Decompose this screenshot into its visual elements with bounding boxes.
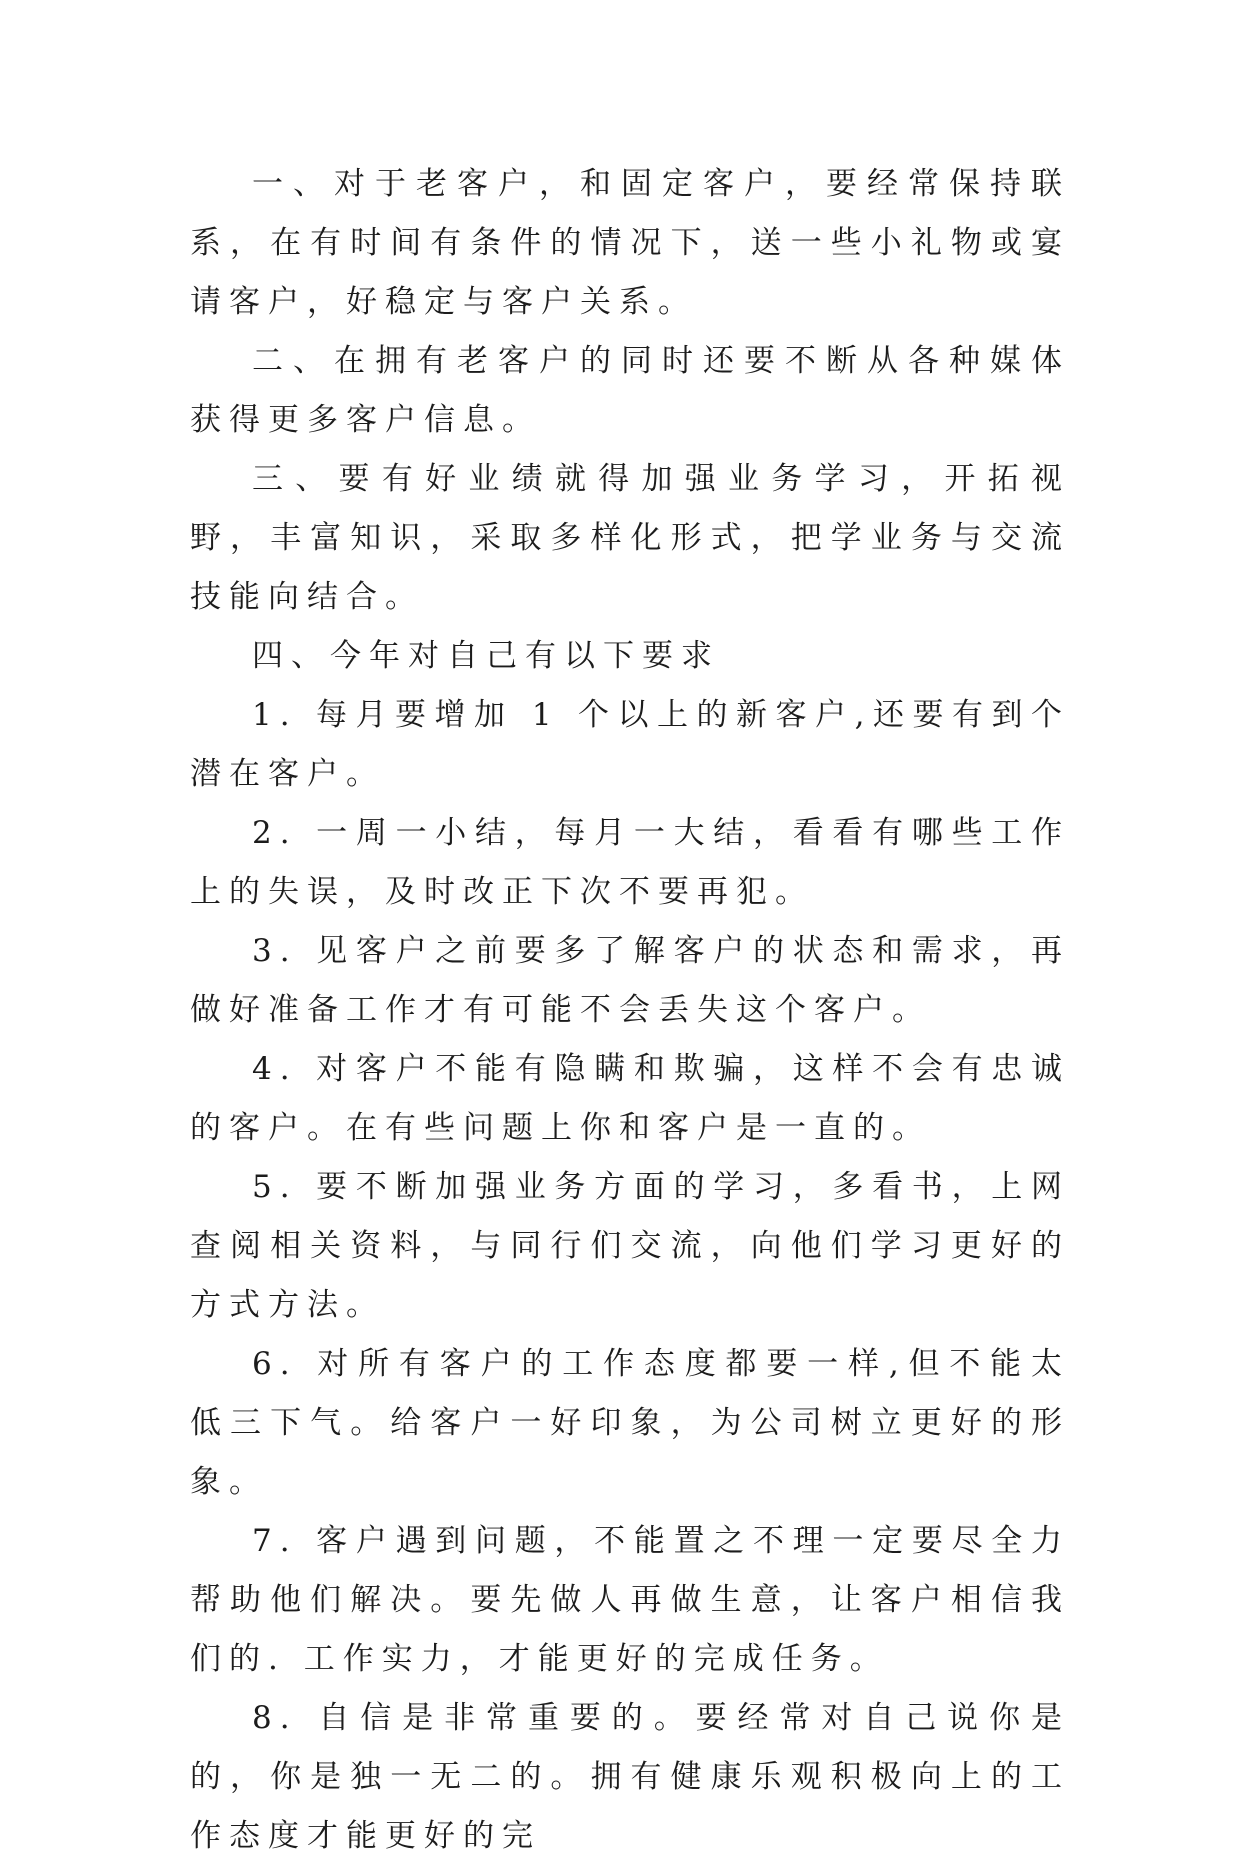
paragraph-4: 四、今年对自己有以下要求: [252, 638, 720, 674]
paragraph-10: 6. 对所有客户的工作态度都要一样,但不能太低三下气。给客户一好印象，为公司树立更好的形象。: [190, 1346, 1070, 1500]
paragraph-7: 3. 见客户之前要多了解客户的状态和需求，再做好准备工作才有可能不会丢失这个客户。: [190, 933, 1070, 1028]
paragraph-8: 4. 对客户不能有隐瞒和欺骗，这样不会有忠诚的客户。在有些问题上你和客户是一直的。: [190, 1051, 1070, 1146]
paragraph-5: 1. 每月要增加 1 个以上的新客户,还要有到个潜在客户。: [190, 697, 1070, 792]
paragraph-12: 8. 自信是非常重要的。要经常对自己说你是的，你是独一无二的。拥有健康乐观积极向上的工作态度才能更好的完: [190, 1700, 1070, 1854]
paragraph-9: 5. 要不断加强业务方面的学习，多看书，上网查阅相关资料，与同行们交流，向他们学习更好的方式方法。: [190, 1169, 1070, 1323]
paragraph-11: 7. 客户遇到问题，不能置之不理一定要尽全力帮助他们解决。要先做人再做生意，让客户相信我们的. 工作实力，才能更好的完成任务。: [190, 1523, 1070, 1677]
document-body: [190, 155, 1070, 1866]
paragraph-1: 一、对于老客户，和固定客户，要经常保持联系，在有时间有条件的情况下，送一些小礼物或宴请客户，好稳定与客户关系。: [190, 166, 1070, 320]
paragraph-3: 三、要有好业绩就得加强业务学习，开拓视野，丰富知识，采取多样化形式，把学业务与交流技能向结合。: [190, 461, 1070, 615]
paragraph-6: 2. 一周一小结，每月一大结，看看有哪些工作上的失误，及时改正下次不要再犯。: [190, 815, 1070, 910]
paragraph-2: 二、在拥有老客户的同时还要不断从各种媒体获得更多客户信息。: [190, 343, 1070, 438]
